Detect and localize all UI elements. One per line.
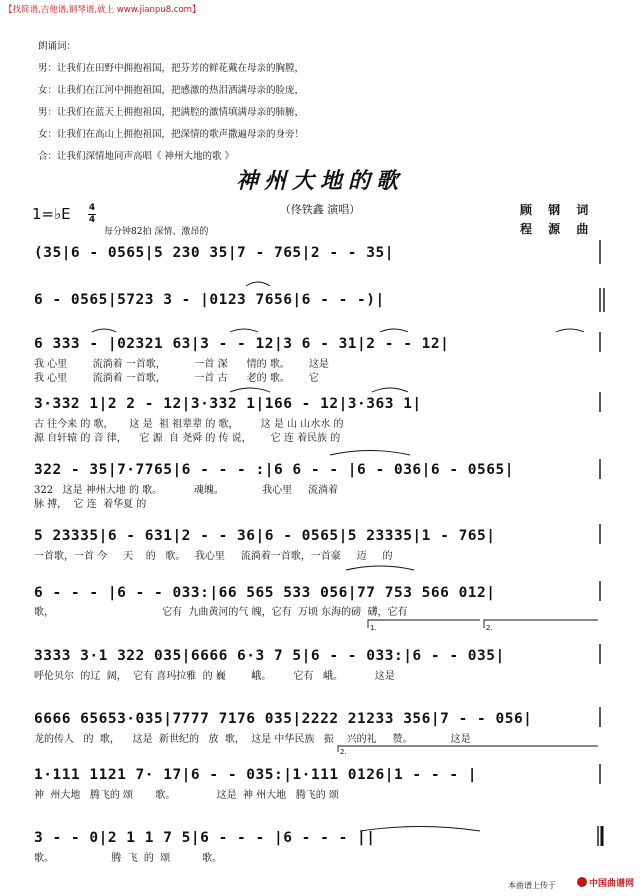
notation-line: 6666 65653·035|7777 7176 035|2222 21233 356|7 - - 056| bbox=[34, 711, 533, 727]
lyric-line: 我 心里 流淌着 一首歌， 一首 古 老的 歌。 它 bbox=[34, 373, 319, 384]
composer-credit: 程 源 曲 bbox=[520, 222, 595, 236]
site-header-banner: 【找简谱,吉他谱,钢琴谱,就上 www.jianpu8.com】 bbox=[4, 5, 201, 15]
recitation-heading: 朗诵词： bbox=[38, 41, 77, 52]
lyric-line: 我 心里 流淌着 一首歌， 一首 深 情的 歌。 这是 bbox=[34, 359, 329, 370]
tie-arc bbox=[92, 329, 116, 332]
slur-arc bbox=[360, 827, 480, 832]
footer-upload-note: 本曲谱上传于 bbox=[508, 881, 556, 890]
recitation-line: 男：让我们在田野中拥抱祖国，把芬芳的鲜花戴在母亲的胸膛， bbox=[38, 63, 305, 74]
volta-label: 2. bbox=[486, 624, 493, 632]
lyric-line: 古 往今来 的 歌， 这 是 祖 祖辈辈 的 歌， 这 是 山 山水水 的 bbox=[34, 419, 344, 430]
lyric-line: 神 州大地 腾飞的 颂 歌。 这是 神 州大地 腾飞的 颂 bbox=[34, 790, 339, 801]
notation-line: 322 - 35|7·7765|6 - - - :|6 6 - - |6 - 036|6 - 0565| bbox=[34, 462, 514, 478]
slur-arc bbox=[330, 451, 410, 456]
volta-bracket-1 bbox=[368, 620, 480, 628]
recitation-line: 男：让我们在蓝天上拥抱祖国，把满腔的激情填满母亲的肺腑， bbox=[38, 107, 305, 118]
volta-bracket-2 bbox=[484, 620, 598, 628]
lyric-line: 歌， 它有 九曲黄河的气 魄，它有 万顷 东海的磅 礴，它有 bbox=[34, 607, 408, 618]
notation-line: 6 333 - |02321 63|3 - - 12|3 6 - 31|2 - - 12| bbox=[34, 336, 450, 352]
notation-line: 5 23335|6 - 631|2 - - 36|6 - 0565|5 23335|1 - 765| bbox=[34, 528, 496, 544]
lyricist-credit: 顾 钢 词 bbox=[520, 203, 595, 217]
recitation-line: 合：让我们深情地同声高唱《 神州大地的歌 》 bbox=[38, 151, 235, 162]
lyric-line: 歌。 腾 飞 的 颂 歌。 bbox=[34, 853, 223, 864]
notation-line: 3·332 1|2 2 - 12|3·332 1|166 - 12|3·363 1| bbox=[34, 396, 422, 412]
time-signature-bottom: 4 bbox=[88, 215, 96, 225]
key-signature: 1=♭E bbox=[32, 205, 71, 223]
lyric-line: 源 自轩辕 的 音 律， 它 源 自 尧舜 的 传 说， 它 连 着民族 的 bbox=[34, 433, 341, 444]
tie-arc bbox=[380, 329, 408, 332]
tie-arc bbox=[372, 388, 408, 392]
site-logo-icon bbox=[577, 877, 587, 887]
song-title: 神州大地的歌 bbox=[235, 169, 404, 194]
recitation-line: 女：让我们在江河中拥抱祖国，把感激的热泪洒满母亲的脸庞， bbox=[38, 85, 305, 96]
volta-bracket-2 bbox=[338, 746, 598, 752]
time-signature-top: 4 bbox=[88, 203, 96, 213]
recitation-line: 女：让我们在高山上拥抱祖国，把深情的歌声撒遍母亲的身旁！ bbox=[38, 129, 305, 140]
tie-arc bbox=[246, 282, 270, 286]
notation-line: 6 - - - |6 - - 033:|66 565 533 056|77 753 566 012| bbox=[34, 585, 496, 601]
tempo-marking: 每分钟82拍 深情、激昂的 bbox=[104, 227, 209, 237]
notation-line: (35|6 - 0565|5 230 35|7 - 765|2 - - 35| bbox=[34, 245, 394, 261]
lyric-line: 322 这是 神州大地 的 歌。 魂魄。 我心里 流淌着 bbox=[34, 485, 338, 496]
volta-label: 1. bbox=[370, 624, 377, 632]
notation-line: 1·111 1121 7· 17|6 - - 035:|1·111 0126|1 - - - | bbox=[34, 767, 478, 783]
site-logo bbox=[577, 876, 634, 889]
singer-credit: （佟铁鑫 演唱） bbox=[279, 203, 361, 216]
lyric-line: 龙的传人 的 歌， 这是 新世纪的 放 歌， 这是 中华民族 振 兴的礼 赞。 这是 bbox=[34, 734, 471, 745]
notation-line: 3333 3·1 322 035|6666 6·3 7 5|6 - - 033:|6 - - 035| bbox=[34, 648, 505, 664]
slur-arc bbox=[346, 566, 414, 570]
notation-line: 6 - 0565|5723 3 - |0123 7656|6 - - -)| bbox=[34, 292, 385, 308]
lyric-line: 脉 搏， 它 连 着华夏 的 bbox=[34, 499, 147, 510]
tie-arc bbox=[230, 388, 270, 392]
volta-label: 2. bbox=[340, 748, 347, 756]
site-logo-text: 中国曲谱网 bbox=[588, 879, 634, 889]
tie-arc bbox=[556, 329, 584, 332]
lyric-line: 呼伦贝尔 的辽 阔， 它有 喜玛拉雅 的 巍 峨。 它有 峨。 这是 bbox=[34, 671, 395, 682]
lyric-line: 一首歌，一首 今 天 的 歌。 我心里 流淌着一首歌，一首豪 迈 的 bbox=[34, 551, 393, 562]
notation-line: 3 - - 0|2 1 1 7 5|6 - - - |6 - - - || bbox=[34, 830, 376, 846]
tie-arc bbox=[230, 329, 258, 332]
